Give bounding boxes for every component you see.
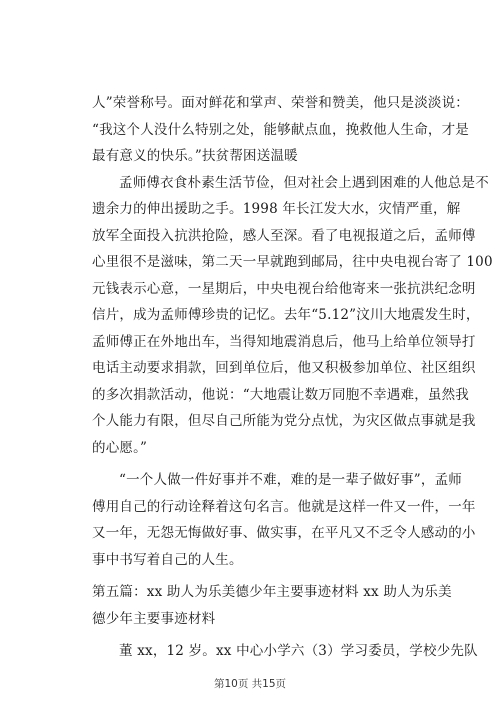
paragraph-start-line: 孟师傅衣食朴素生活节俭，但对社会上遇到困难的人他总是不 [119,174,489,191]
text-line: 个人能力有限，但尽自己所能为党分点忧，为灾区做点事就是我 [92,413,476,429]
page-footer [0,676,500,691]
paragraph-start-line: 董 xx，12 岁。xx 中心小学六（3）学习委员，学校少先队 [119,643,478,659]
section-heading-line: 德少年主要事迹材料 [92,610,216,627]
text-line: 放军全面投入抗洪抢险，感人至深。看了电视报道之后，孟师傅 [92,227,476,244]
text-line: 孟师傅正在外地出车，当得知地震消息后，他马上给单位领导打 [92,333,476,350]
text-line: 事中书写着自己的人生。 [92,551,243,568]
text-line: 心里很不是滋味，第二天一早就跑到邮局，往中央电视台寄了 100 [92,254,493,270]
text-line: 元钱表示心意，一星期后，中央电视台给他寄来一张抗洪纪念明 [92,280,476,297]
text-line: 的多次捐款活动，他说：“大地震让数万同胞不幸遇难，虽然我 [92,386,470,403]
document-body [92,90,493,665]
text-line: 最有意义的快乐。”扶贫帮困送温暖 [92,148,298,164]
text-line: 电话主动要求捐款，回到单位后，他又积极参加单位、社区组织 [92,360,476,376]
text-line: 人”荣誉称号。面对鲜花和掌声、荣誉和赞美，他只是淡淡说： [92,95,470,111]
paragraph-start-line: “一个人做一件好事并不难，难的是一辈子做好事”，孟师 [119,472,463,488]
text-line: 傅用自己的行动诠释着这句名言。他就是这样一件又一件，一年 [92,498,476,515]
text-line: 遗余力的伸出援助之手。1998 年长江发大水，灾情严重，解 [92,201,461,217]
page-number-label: 第10页 共15页 [213,678,287,690]
text-line: 的心愿。” [92,439,148,456]
section-heading-line: 第五篇：xx 助人为乐美德少年主要事迹材料 xx 助人为乐美 [92,584,452,600]
text-line: 信片，成为孟师傅珍贵的记忆。去年“5.12”汶川大地震发生时， [92,307,480,323]
text-line: 又一年，无怨无悔做好事、做实事，在平凡又不乏令人感动的小 [92,525,476,541]
text-line: “我这个人没什么特别之处，能够献点血，挽救他人生命，才是 [92,121,470,138]
